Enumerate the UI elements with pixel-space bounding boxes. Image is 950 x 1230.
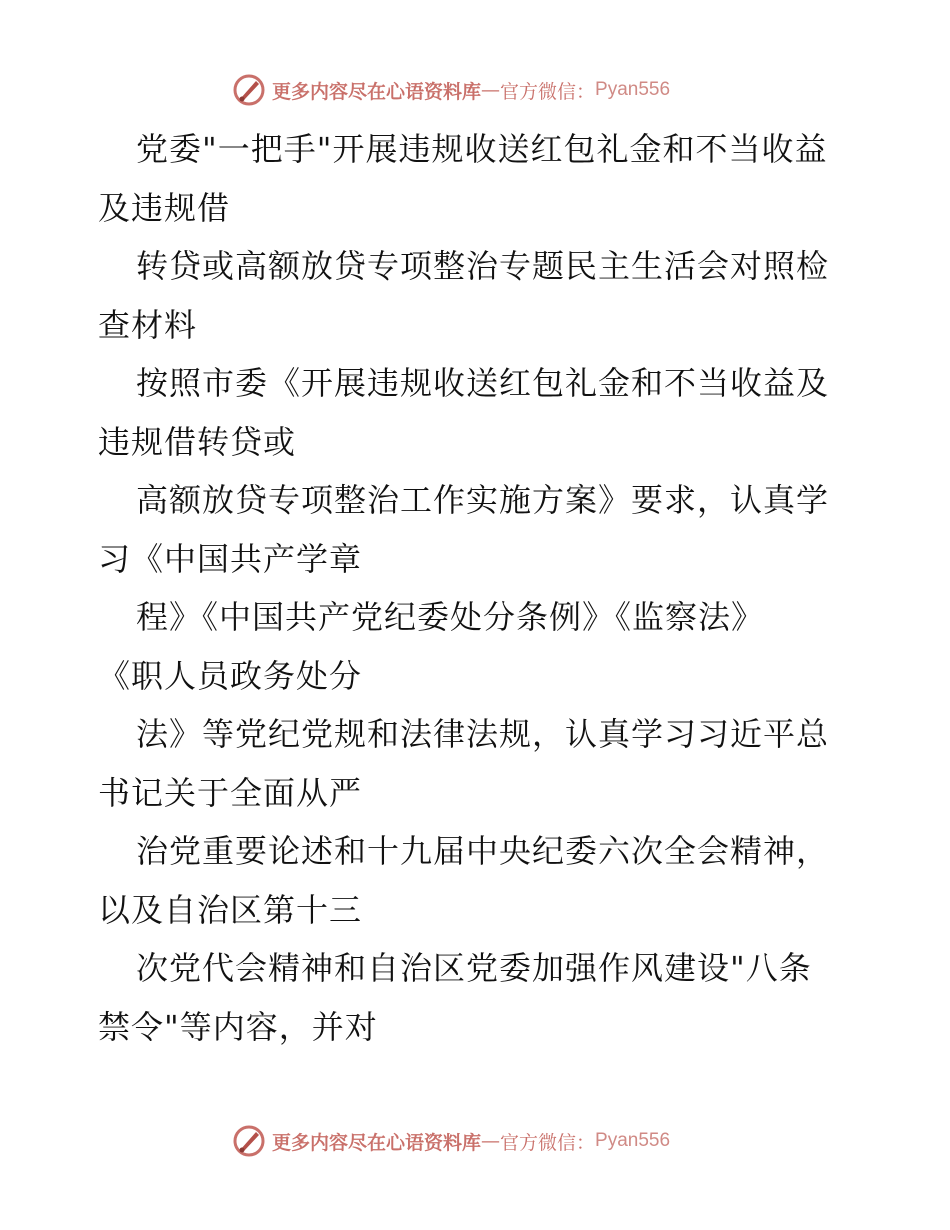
body-line: 转贷或高额放贷专项整治专题民主生活会对照检: [136, 247, 830, 285]
body-line: 《职人员政务处分: [98, 656, 363, 695]
watermark-wechat-id: Pyan556: [595, 79, 671, 100]
body-line: 查材料: [98, 305, 198, 344]
body-line: 习《中国共产学章: [98, 539, 363, 578]
watermark-dash: —: [481, 1130, 501, 1152]
body-line: 高额放贷专项整治工作实施方案》要求，认真学: [136, 481, 830, 519]
body-line: 书记关于全面从严: [98, 773, 363, 812]
header-watermark: [232, 70, 752, 110]
watermark-dash: —: [481, 79, 501, 101]
watermark-main-text: 更多内容尽在心语资料库: [272, 80, 482, 103]
body-line: 次党代会精神和自治区党委加强作风建设"八条: [136, 949, 812, 987]
document-body: [98, 120, 858, 1056]
body-line: 治党重要论述和十九届中央纪委六次全会精神，: [136, 832, 830, 870]
body-line: 违规借转贷或: [98, 422, 297, 461]
watermark-wechat-id: Pyan556: [595, 1130, 671, 1151]
footer-watermark: [232, 1121, 752, 1161]
watermark-sub-text: 官方微信：: [500, 1131, 596, 1154]
body-line: 以及自治区第十三: [98, 890, 363, 929]
body-line: 程》《中国共产党纪委处分条例》《监察法》: [136, 598, 765, 636]
watermark-sub-text: 官方微信：: [500, 80, 596, 103]
body-line: 按照市委《开展违规收送红包礼金和不当收益及: [136, 364, 830, 402]
brush-logo-icon: [232, 73, 266, 107]
body-line: 禁令"等内容，并对: [98, 1007, 378, 1046]
body-line: 党委"一把手"开展违规收送红包礼金和不当收益: [136, 130, 828, 168]
body-line: 法》等党纪党规和法律法规，认真学习习近平总: [136, 715, 830, 753]
body-line: 及违规借: [98, 188, 231, 227]
brush-logo-icon: [232, 1124, 266, 1158]
watermark-main-text: 更多内容尽在心语资料库: [272, 1131, 482, 1154]
